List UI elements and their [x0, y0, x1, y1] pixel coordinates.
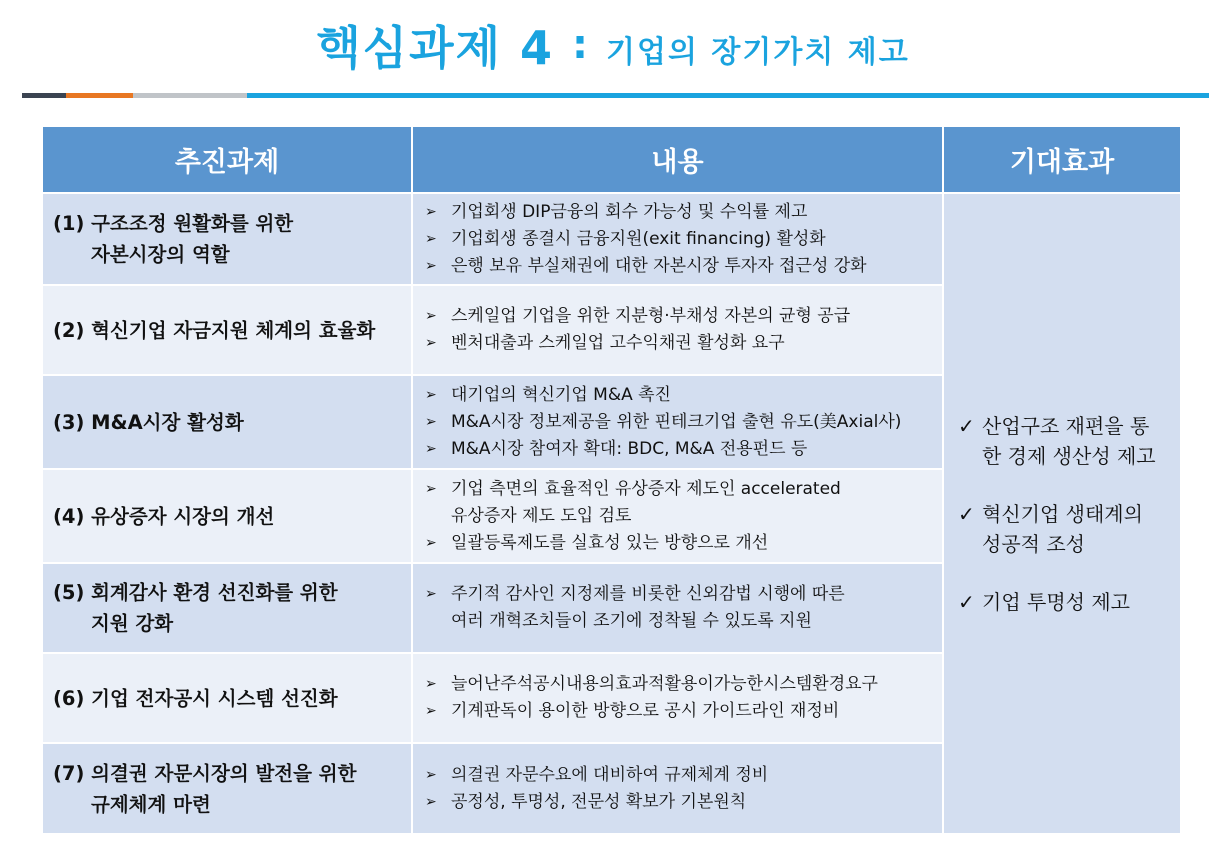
task-line: (6) 기업 전자공시 시스템 선진화 — [53, 686, 338, 710]
title-colon: : — [572, 22, 589, 68]
title-main: 핵심과제 4 — [316, 21, 555, 75]
task-cell — [43, 653, 412, 743]
content-cell — [412, 193, 943, 285]
checkmark-icon: ✓ — [958, 413, 975, 438]
content-text: 기계판독이 용이한 방향으로 공시 가이드라인 재정비 — [451, 701, 840, 721]
arrowhead-bullet-icon: ➢ — [425, 793, 437, 810]
arrowhead-bullet-icon: ➢ — [425, 586, 437, 602]
arrowhead-bullet-icon: ➢ — [425, 703, 437, 719]
task-table — [43, 127, 1180, 833]
effect-item — [958, 499, 1166, 559]
content-cell — [412, 743, 943, 833]
content-text: 기업회생 종결시 금융지원(exit financing) 활성화 — [451, 228, 826, 249]
content-item — [425, 226, 942, 253]
arrowhead-bullet-icon: ➢ — [425, 440, 437, 457]
arrowhead-bullet-icon: ➢ — [425, 203, 437, 220]
content-text: 은행 보유 부실채권에 대한 자본시장 투자자 접근성 강화 — [451, 255, 867, 276]
content-item — [425, 253, 942, 280]
task-line: (3) M&A시장 활성화 — [53, 410, 244, 434]
table-row — [43, 193, 1180, 285]
effects-cell — [943, 193, 1180, 833]
arrowhead-bullet-icon: ➢ — [425, 257, 437, 274]
checkmark-icon: ✓ — [958, 501, 975, 526]
header-task: 추진과제 — [43, 127, 412, 193]
effect-text: 산업구조 재편을 통 — [982, 413, 1150, 438]
task-cell — [43, 375, 412, 469]
divider-segment-dark — [22, 93, 66, 98]
task-cell — [43, 469, 412, 563]
checkmark-icon: ✓ — [958, 589, 975, 614]
arrowhead-bullet-icon: ➢ — [425, 480, 437, 497]
task-cell — [43, 563, 412, 653]
task-line: 규제체계 마련 — [91, 792, 211, 816]
arrowhead-bullet-icon: ➢ — [425, 534, 437, 551]
content-item — [425, 409, 942, 436]
divider-segment-orange — [66, 93, 133, 98]
arrowhead-bullet-icon: ➢ — [425, 386, 437, 403]
title-subtitle: 기업의 장기가치 제고 — [606, 35, 910, 70]
content-item — [425, 581, 942, 635]
task-line: (4) 유상증자 시장의 개선 — [53, 504, 275, 528]
content-text: 기업 측면의 효율적인 유상증자 제도인 accelerated — [451, 478, 841, 499]
arrowhead-bullet-icon: ➢ — [425, 676, 437, 692]
content-item — [425, 698, 942, 725]
content-cell — [412, 285, 943, 375]
task-line: (1) 구조조정 원활화를 위한 — [53, 212, 294, 235]
header-effect: 기대효과 — [943, 127, 1180, 193]
arrowhead-bullet-icon: ➢ — [425, 308, 437, 324]
divider-segment-blue — [247, 93, 1209, 98]
effect-text: 한 경제 생산성 제고 — [982, 443, 1156, 468]
content-item — [425, 762, 942, 789]
content-item — [425, 530, 942, 557]
content-text: 기업회생 DIP금융의 회수 가능성 및 수익률 제고 — [451, 201, 808, 222]
content-text: M&A시장 참여자 확대: BDC, M&A 전용펀드 등 — [451, 438, 808, 459]
content-item — [425, 789, 942, 816]
effect-text: 성공적 조성 — [982, 531, 1085, 556]
content-item — [425, 436, 942, 463]
content-item — [425, 476, 942, 530]
content-cell — [412, 469, 943, 563]
task-line: (5) 회계감사 환경 선진화를 위한 — [53, 581, 338, 604]
content-cell — [412, 563, 943, 653]
content-item — [425, 382, 942, 409]
task-line: 자본시장의 역할 — [91, 243, 230, 266]
content-text: 유상증자 제도 도입 검토 — [451, 505, 632, 526]
content-text: 의결권 자문수요에 대비하여 규제체계 정비 — [451, 764, 769, 785]
content-item — [425, 671, 942, 698]
content-text: 공정성, 투명성, 전문성 확보가 기본원칙 — [451, 791, 747, 812]
effect-text: 혁신기업 생태계의 — [982, 501, 1143, 526]
content-text: 일괄등록제도를 실효성 있는 방향으로 개선 — [451, 532, 769, 553]
effect-item — [958, 587, 1166, 617]
page-title — [0, 0, 1226, 90]
content-text: M&A시장 정보제공을 위한 핀테크기업 출현 유도(美Axial사) — [451, 411, 902, 432]
effect-item — [958, 411, 1166, 471]
effect-text: 기업 투명성 제고 — [982, 589, 1130, 614]
content-item — [425, 330, 942, 357]
divider-segment-gray — [133, 93, 247, 98]
task-cell — [43, 285, 412, 375]
arrowhead-bullet-icon: ➢ — [425, 413, 437, 430]
content-cell — [412, 375, 943, 469]
arrowhead-bullet-icon: ➢ — [425, 335, 437, 351]
task-cell — [43, 743, 412, 833]
task-line: (7) 의결권 자문시장의 발전을 위한 — [53, 761, 357, 785]
content-text: 주기적 감사인 지정제를 비롯한 신외감법 시행에 따른 — [451, 584, 845, 604]
table-header-row — [43, 127, 1180, 193]
header-content: 내용 — [412, 127, 943, 193]
content-text: 벤처대출과 스케일업 고수익채권 활성화 요구 — [451, 333, 785, 353]
content-item — [425, 303, 942, 330]
content-text: 여러 개혁조치들이 조기에 정착될 수 있도록 지원 — [451, 611, 812, 631]
content-cell — [412, 653, 943, 743]
task-line: 지원 강화 — [91, 612, 174, 635]
content-item — [425, 199, 942, 226]
content-text: 대기업의 혁신기업 M&A 촉진 — [451, 384, 671, 405]
content-text: 늘어난주석공시내용의효과적활용이가능한시스템환경요구 — [451, 674, 878, 694]
arrowhead-bullet-icon: ➢ — [425, 230, 437, 247]
arrowhead-bullet-icon: ➢ — [425, 766, 437, 783]
content-text: 스케일업 기업을 위한 지분형·부채성 자본의 균형 공급 — [451, 306, 851, 326]
task-cell — [43, 193, 412, 285]
task-line: (2) 혁신기업 자금지원 체계의 효율화 — [53, 318, 376, 342]
